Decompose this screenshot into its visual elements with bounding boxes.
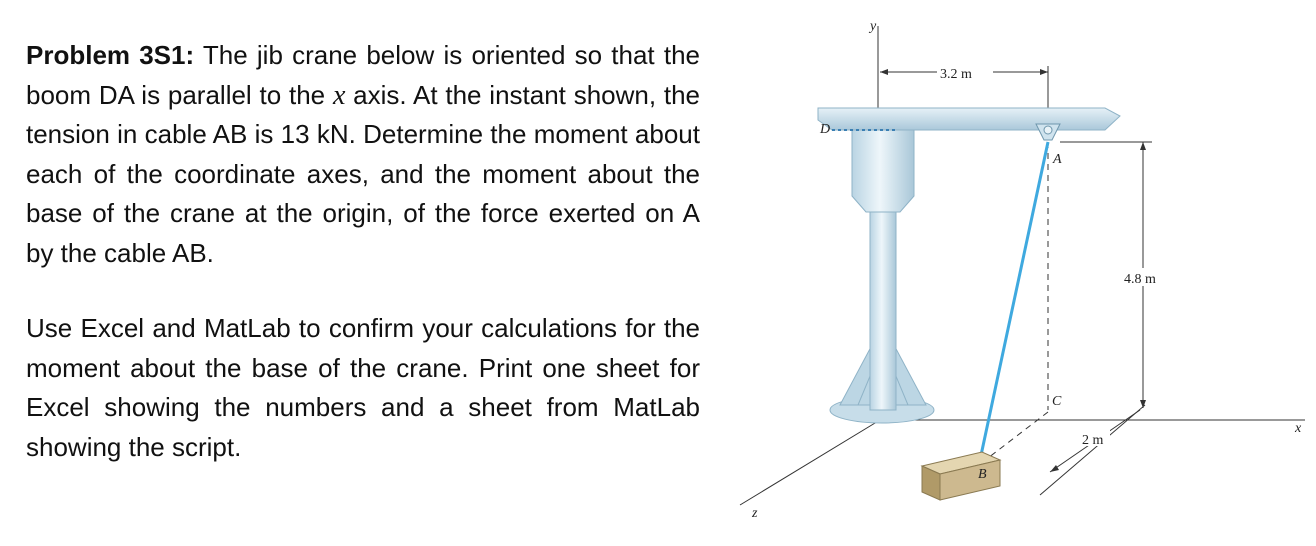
height-label: 4.8 m [1124, 272, 1156, 287]
point-b-label: B [978, 467, 987, 482]
point-a-label: A [1053, 152, 1062, 167]
crane-boom [818, 108, 1120, 130]
crane-housing [852, 130, 914, 212]
problem-text [26, 36, 700, 467]
ground-line [1040, 405, 1145, 495]
height-arrow-top [1140, 142, 1146, 150]
jib-crane-diagram [730, 0, 1316, 546]
jib-crane-figure [730, 0, 1316, 546]
problem-text-part-b: axis. At the instant shown, the tension in cable AB is 13 kN. Determine the moment about each of the coordinate axes, and the moment about the base of the crane at the origin, of the force exerted on A by the cable AB. [26, 79, 701, 268]
dimension-arrow-left [880, 69, 888, 75]
problem-paragraph-2: Use Excel and MatLab to confirm your calculations for the moment about the base of the crane. Print one sheet for Excel showing the numbers and a sheet from MatLab showing the script. [26, 313, 700, 462]
x-axis-label: x [1295, 421, 1302, 436]
problem-variable-x: x [332, 79, 346, 111]
problem-text-part-a: The jib crane below is oriented so that the boom DA is parallel to the [26, 40, 700, 110]
point-c-label: C [1052, 394, 1062, 409]
dashed-line-c-to-b [988, 412, 1048, 458]
offset-arrow-end [1050, 465, 1059, 472]
z-axis-line [740, 420, 880, 505]
point-d-label: D [820, 122, 831, 137]
dimension-arrow-right [1040, 69, 1048, 75]
y-axis-label: y [870, 19, 877, 34]
z-axis-label: z [752, 506, 758, 521]
boom-length-label: 3.2 m [940, 67, 972, 82]
crane-post [870, 210, 896, 410]
problem-heading: Problem 3S1: [26, 40, 195, 70]
offset-label: 2 m [1082, 433, 1104, 448]
cable-ab [980, 142, 1048, 460]
height-arrow-bottom [1140, 400, 1146, 408]
problem-paragraph-1 [26, 36, 700, 273]
